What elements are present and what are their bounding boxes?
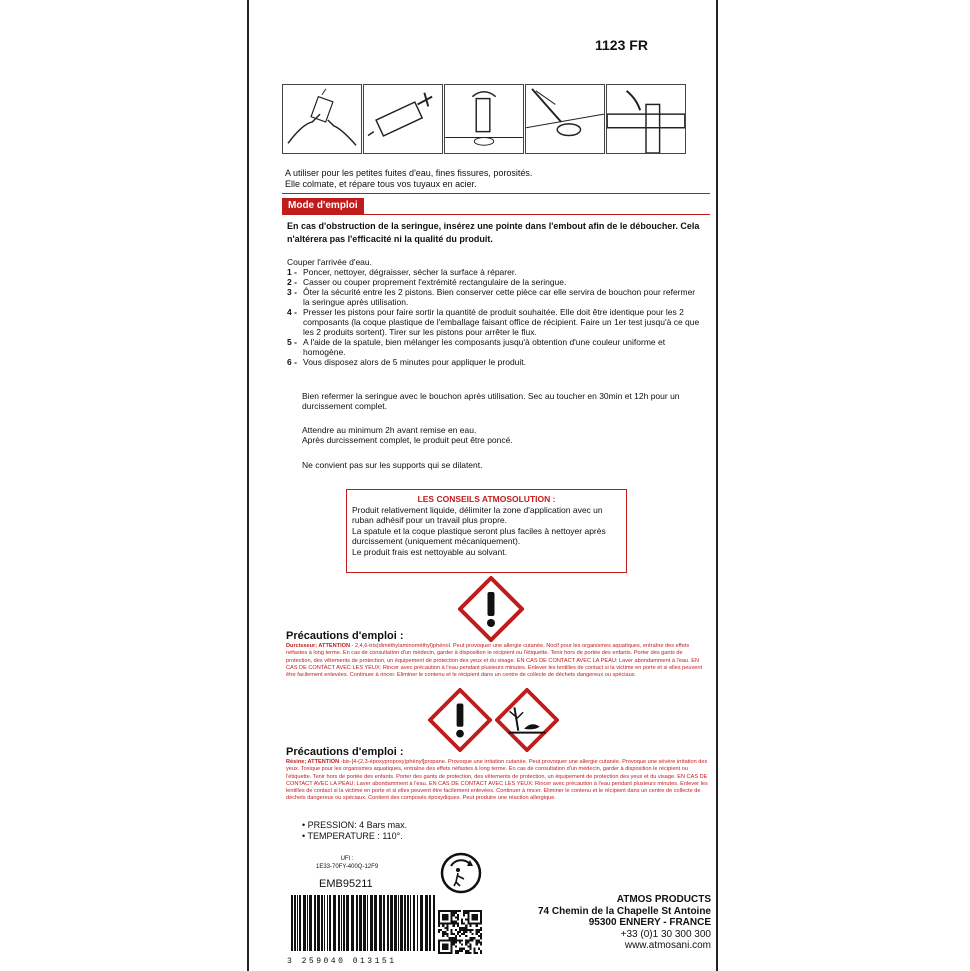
spec-pression: • PRESSION: 4 Bars max. xyxy=(302,820,408,830)
barcode-bars xyxy=(287,895,438,951)
obstruction-warning: En cas d'obstruction de la seringue, insérez une pointe dans l'embout afin de le déboucher. Cela n'altérera pas l'efficacité ni la qualité du produit. xyxy=(287,221,700,244)
company-phone: +33 (0)1 30 300 300 xyxy=(620,928,711,940)
precautions-text-1: Durcisseur; ATTENTION - 2,4,6-tris(diméthylaminométhyl)phénol. Peut provoquer une allergie cutanée. Nocif pour les organismes aquatiques, entraîne des effets néfastes à long terme. En cas de consultation d'un médecin, garder à disposition le récipient ou l'étiquette. Tenir hors de portée des enfants. Porter des gants de protection, des vêtements de protection, un équipement de protection des yeux et du visage. EN CAS DE CONTACT AVEC LA PEAU: Laver abondamment à l'eau. EN CAS DE CONTACT AVEC LES YEUX: Rincer avec précaution à l'eau pendant plusieurs minutes. Enlever les lentilles de contact si la victime en porte et si elles peuvent être facilement enlevées. Continuer à rincer. Eliminer le contenu et le récipient dans un centre de collecte de déchets dangereux ou spéciaux. xyxy=(286,643,703,679)
step-1: 1 - Poncer, nettoyer, dégraisser, sécher la surface à réparer. xyxy=(287,267,517,277)
product-reference: 1123 FR xyxy=(595,37,648,53)
precautions-title-2: Précautions d'emploi : xyxy=(286,746,404,758)
ufi-block xyxy=(316,855,378,871)
curing-note: Attendre au minimum 2h avant remise en eau. Après durcissement complet, le produit peut être poncé. xyxy=(302,425,513,445)
company-name: ATMOS PRODUCTS xyxy=(616,894,711,905)
triman-recycling-icon xyxy=(440,852,482,899)
step-3: 3 - Ôter la sécurité entre les 2 pistons. Bien conserver cette pièce car elle servira de bouchon pour refermer la seringue après utilisation. xyxy=(287,287,696,307)
qr-code-icon xyxy=(438,910,482,959)
conseils-title: LES CONSEILS ATMOSOLUTION : xyxy=(417,494,556,504)
barcode-digits: 3 259040 013151 xyxy=(287,957,397,966)
hands-cutting-syringe-icon xyxy=(282,84,362,154)
step-2: 2 - Casser ou couper proprement l'extrémité rectangulaire de la seringue. xyxy=(287,277,567,287)
step-6: 6 - Vous disposez alors de 5 minutes pour appliquer le produit. xyxy=(287,357,527,367)
product-intro xyxy=(285,168,705,190)
precautions-text-2: Résine; ATTENTION -bis-[4-(2,3-époxypropoxy)phényl]propane. Provoque une irritation cutanée. Peut provoquer une allergie cutanée. Provoque une sévère irritation des yeux. Toxique pour les organismes aquatiques, entraîne des effets néfastes à long terme. En cas de consultation d'un médecin, garder à disposition le récipient ou l'étiquette. Tenir hors de portée des enfants. Porter des gants de protection, des vêtements de protection, un équipement de protection des yeux et du visage. EN CAS DE CONTACT AVEC LA PEAU: Laver abondamment à l'eau. EN CAS DE CONTACT AVEC LES YEUX: Rincer avec précaution à l'eau pendant plusieurs minutes. Enlever les lentilles de contact si la victime en porte et si elles peuvent être facilement enlevées. Continuer à rincer. Eliminer le contenu et le récipient dans un centre de collecte de déchets dangereux ou spéciaux. Contient des composés époxydiques. Peut produire une réaction allergique. xyxy=(286,759,708,802)
spec-temperature: • TEMPERATURE : 110°. xyxy=(302,831,403,841)
ufi-code: 1E33-70FY-400Q-12F9 xyxy=(316,864,379,870)
ufi-label: UFI : xyxy=(340,856,354,862)
intro-line-1: A utiliser pour les petites fuites d'eau, fines fissures, porosités. xyxy=(285,168,533,178)
section-divider xyxy=(282,214,710,215)
syringe-icon xyxy=(363,84,443,154)
intro-line-2: Elle colmate, et répare tous vos tuyaux en acier. xyxy=(285,179,477,189)
step-4: 4 - Presser les pistons pour faire sortir la quantité de produit souhaitée. Elle doit être identique pour les 2 composants (la coque plastique de l'emballage faisant office de récipient. Faire un 1er test jusqu'à ce que les 2 produits sortent). Tirer sur les pistons pour arrêter le flux. xyxy=(287,307,700,337)
ghs-exclamation-icon xyxy=(428,688,492,752)
conseils-box xyxy=(346,489,627,573)
pressing-syringe-icon xyxy=(444,84,524,154)
step-5: 5 - A l'aide de la spatule, bien mélanger les composants jusqu'à obtention d'une couleur uniforme et homogène. xyxy=(287,337,666,357)
mode-emploi-title: Mode d'emploi xyxy=(282,198,364,214)
ghs-environment-icon xyxy=(495,688,559,752)
emb-code: EMB95211 xyxy=(319,878,373,890)
specifications xyxy=(302,820,407,842)
section-divider xyxy=(282,193,710,194)
company-street: 74 Chemin de la Chapelle St Antoine xyxy=(538,905,711,917)
conseil-2: La spatule et la coque plastique seront plus faciles à nettoyer après durcissement (uniquement mécaniquement). xyxy=(352,525,606,546)
support-note: Ne convient pas sur les supports qui se dilatent. xyxy=(302,460,483,470)
conseil-3: Le produit frais est nettoyable au solvant. xyxy=(352,546,507,557)
spatula-mixing-icon xyxy=(525,84,605,154)
preamble: Couper l'arrivée d'eau. xyxy=(287,257,372,267)
company-website: www.atmosani.com xyxy=(624,940,711,951)
conseil-1: Produit relativement liquide, délimiter la zone d'application avec un ruban adhésif pour un travail plus propre. xyxy=(352,504,603,525)
instructions xyxy=(287,257,703,367)
barcode xyxy=(287,895,438,966)
precautions-title-1: Précautions d'emploi : xyxy=(286,630,404,642)
ghs-exclamation-icon xyxy=(458,576,524,642)
company-address xyxy=(485,894,711,952)
after-use-note: Bien refermer la seringue avec le bouchon après utilisation. Sec au toucher en 30min et 12h pour un durcissement complet. xyxy=(302,391,680,411)
company-city: 95300 ENNERY - FRANCE xyxy=(588,917,711,928)
usage-pictograms xyxy=(282,84,688,154)
applying-on-pipe-icon xyxy=(606,84,686,154)
